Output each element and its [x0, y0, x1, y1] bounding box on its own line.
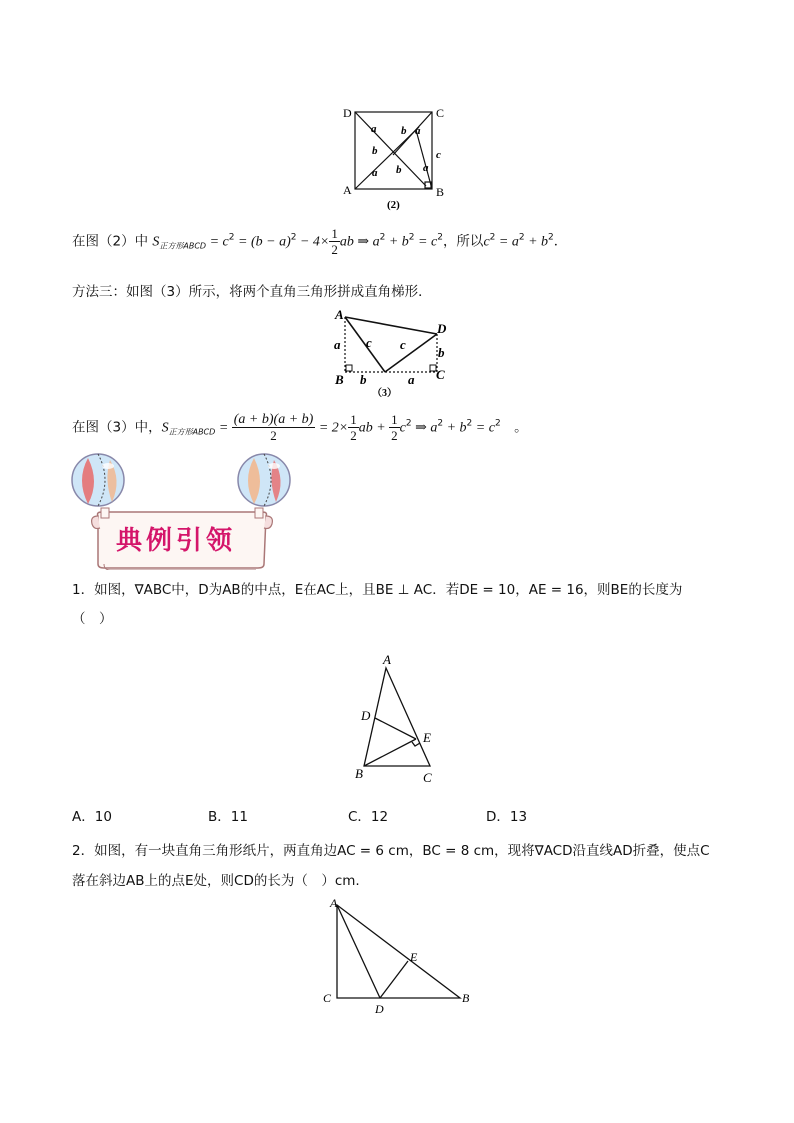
- vertex-d: D: [437, 321, 447, 336]
- method-three-text: 方法三：如图（3）所示，将两个直角三角形拼成直角梯形．: [72, 284, 432, 300]
- beach-ball-icon: [72, 454, 124, 506]
- label-b: b: [372, 145, 378, 157]
- vertex-c: C: [323, 991, 332, 1005]
- label-a: a: [423, 162, 429, 174]
- vertex-b: B: [335, 372, 344, 387]
- vertex-a: A: [343, 183, 352, 197]
- vertex-a: A: [383, 652, 391, 667]
- vertex-d: D: [343, 106, 352, 120]
- question-2-text: 2．如图，有一块直角三角形纸片，两直角边AC = 6 cm，BC = 8 cm，现将∇ACD沿直线AD折叠，使点C: [72, 843, 710, 859]
- label-b: b: [396, 164, 402, 176]
- label-b: b: [438, 345, 445, 360]
- beach-ball-icon: [238, 454, 290, 506]
- label-c: c: [436, 149, 441, 161]
- vertex-e: E: [423, 730, 431, 745]
- vertex-b: B: [462, 991, 470, 1005]
- option-b[interactable]: B．11: [208, 809, 248, 825]
- label-c: c: [366, 335, 372, 350]
- label-a: a: [371, 123, 377, 135]
- label-a: a: [408, 372, 415, 387]
- option-d[interactable]: D．13: [486, 809, 528, 825]
- question-1-paren: （ ）: [72, 611, 113, 627]
- vertex-b: B: [436, 185, 445, 199]
- label-a: a: [415, 125, 421, 137]
- label-a: a: [372, 167, 378, 179]
- vertex-d: D: [361, 708, 371, 723]
- question-1-figure: [350, 648, 450, 790]
- label-b: b: [360, 372, 367, 387]
- vertex-a: A: [330, 896, 338, 910]
- question-2-text-cont: 落在斜边AB上的点E处，则CD的长为（ ）cm.: [72, 873, 360, 889]
- option-c[interactable]: C．12: [348, 809, 389, 825]
- figure-2: [340, 100, 460, 215]
- question-1-text: 1．如图，∇ABC中，D为AB的中点，E在AC上，且BE ⊥ AC．若DE = 10，AE = 16，则BE的长度为: [72, 582, 683, 598]
- banner-title: 典例引领: [116, 526, 237, 556]
- label-c: c: [400, 337, 406, 352]
- vertex-b: B: [355, 766, 363, 781]
- caption-3: （3）: [372, 388, 397, 399]
- vertex-a: A: [335, 307, 344, 322]
- question-2-figure: [320, 895, 480, 1020]
- vertex-c: C: [436, 367, 445, 382]
- option-a[interactable]: A．10: [72, 809, 112, 825]
- vertex-c: C: [423, 770, 432, 785]
- vertex-e: E: [410, 950, 418, 964]
- figure-3: [330, 305, 455, 400]
- label-a: a: [334, 337, 341, 352]
- formula-line-3: 在图（3）中，$S_{正方形ABCD}$ = $\frac{(a + b)(a + b)}{2}$ = 2× $\frac{1}{2}$ ab + $\frac{1}{2}$ $c^2$ ⇒ $a^2 + b^2 = c^2$ 。: [72, 412, 528, 443]
- vertex-d: D: [375, 1002, 384, 1016]
- formula-line-2: 在图（2）中 $S_{正方形ABCD} = c^2 = (b - a)^2 - 4\times$ $\frac{1}{2}$ ab ⇒ $a^2 + b^2 = c^2$，所以$c^2 = a^2 + b^2$．: [72, 226, 568, 257]
- label-b: b: [401, 125, 407, 137]
- caption-2: (2): [387, 199, 400, 211]
- vertex-c: C: [436, 106, 445, 120]
